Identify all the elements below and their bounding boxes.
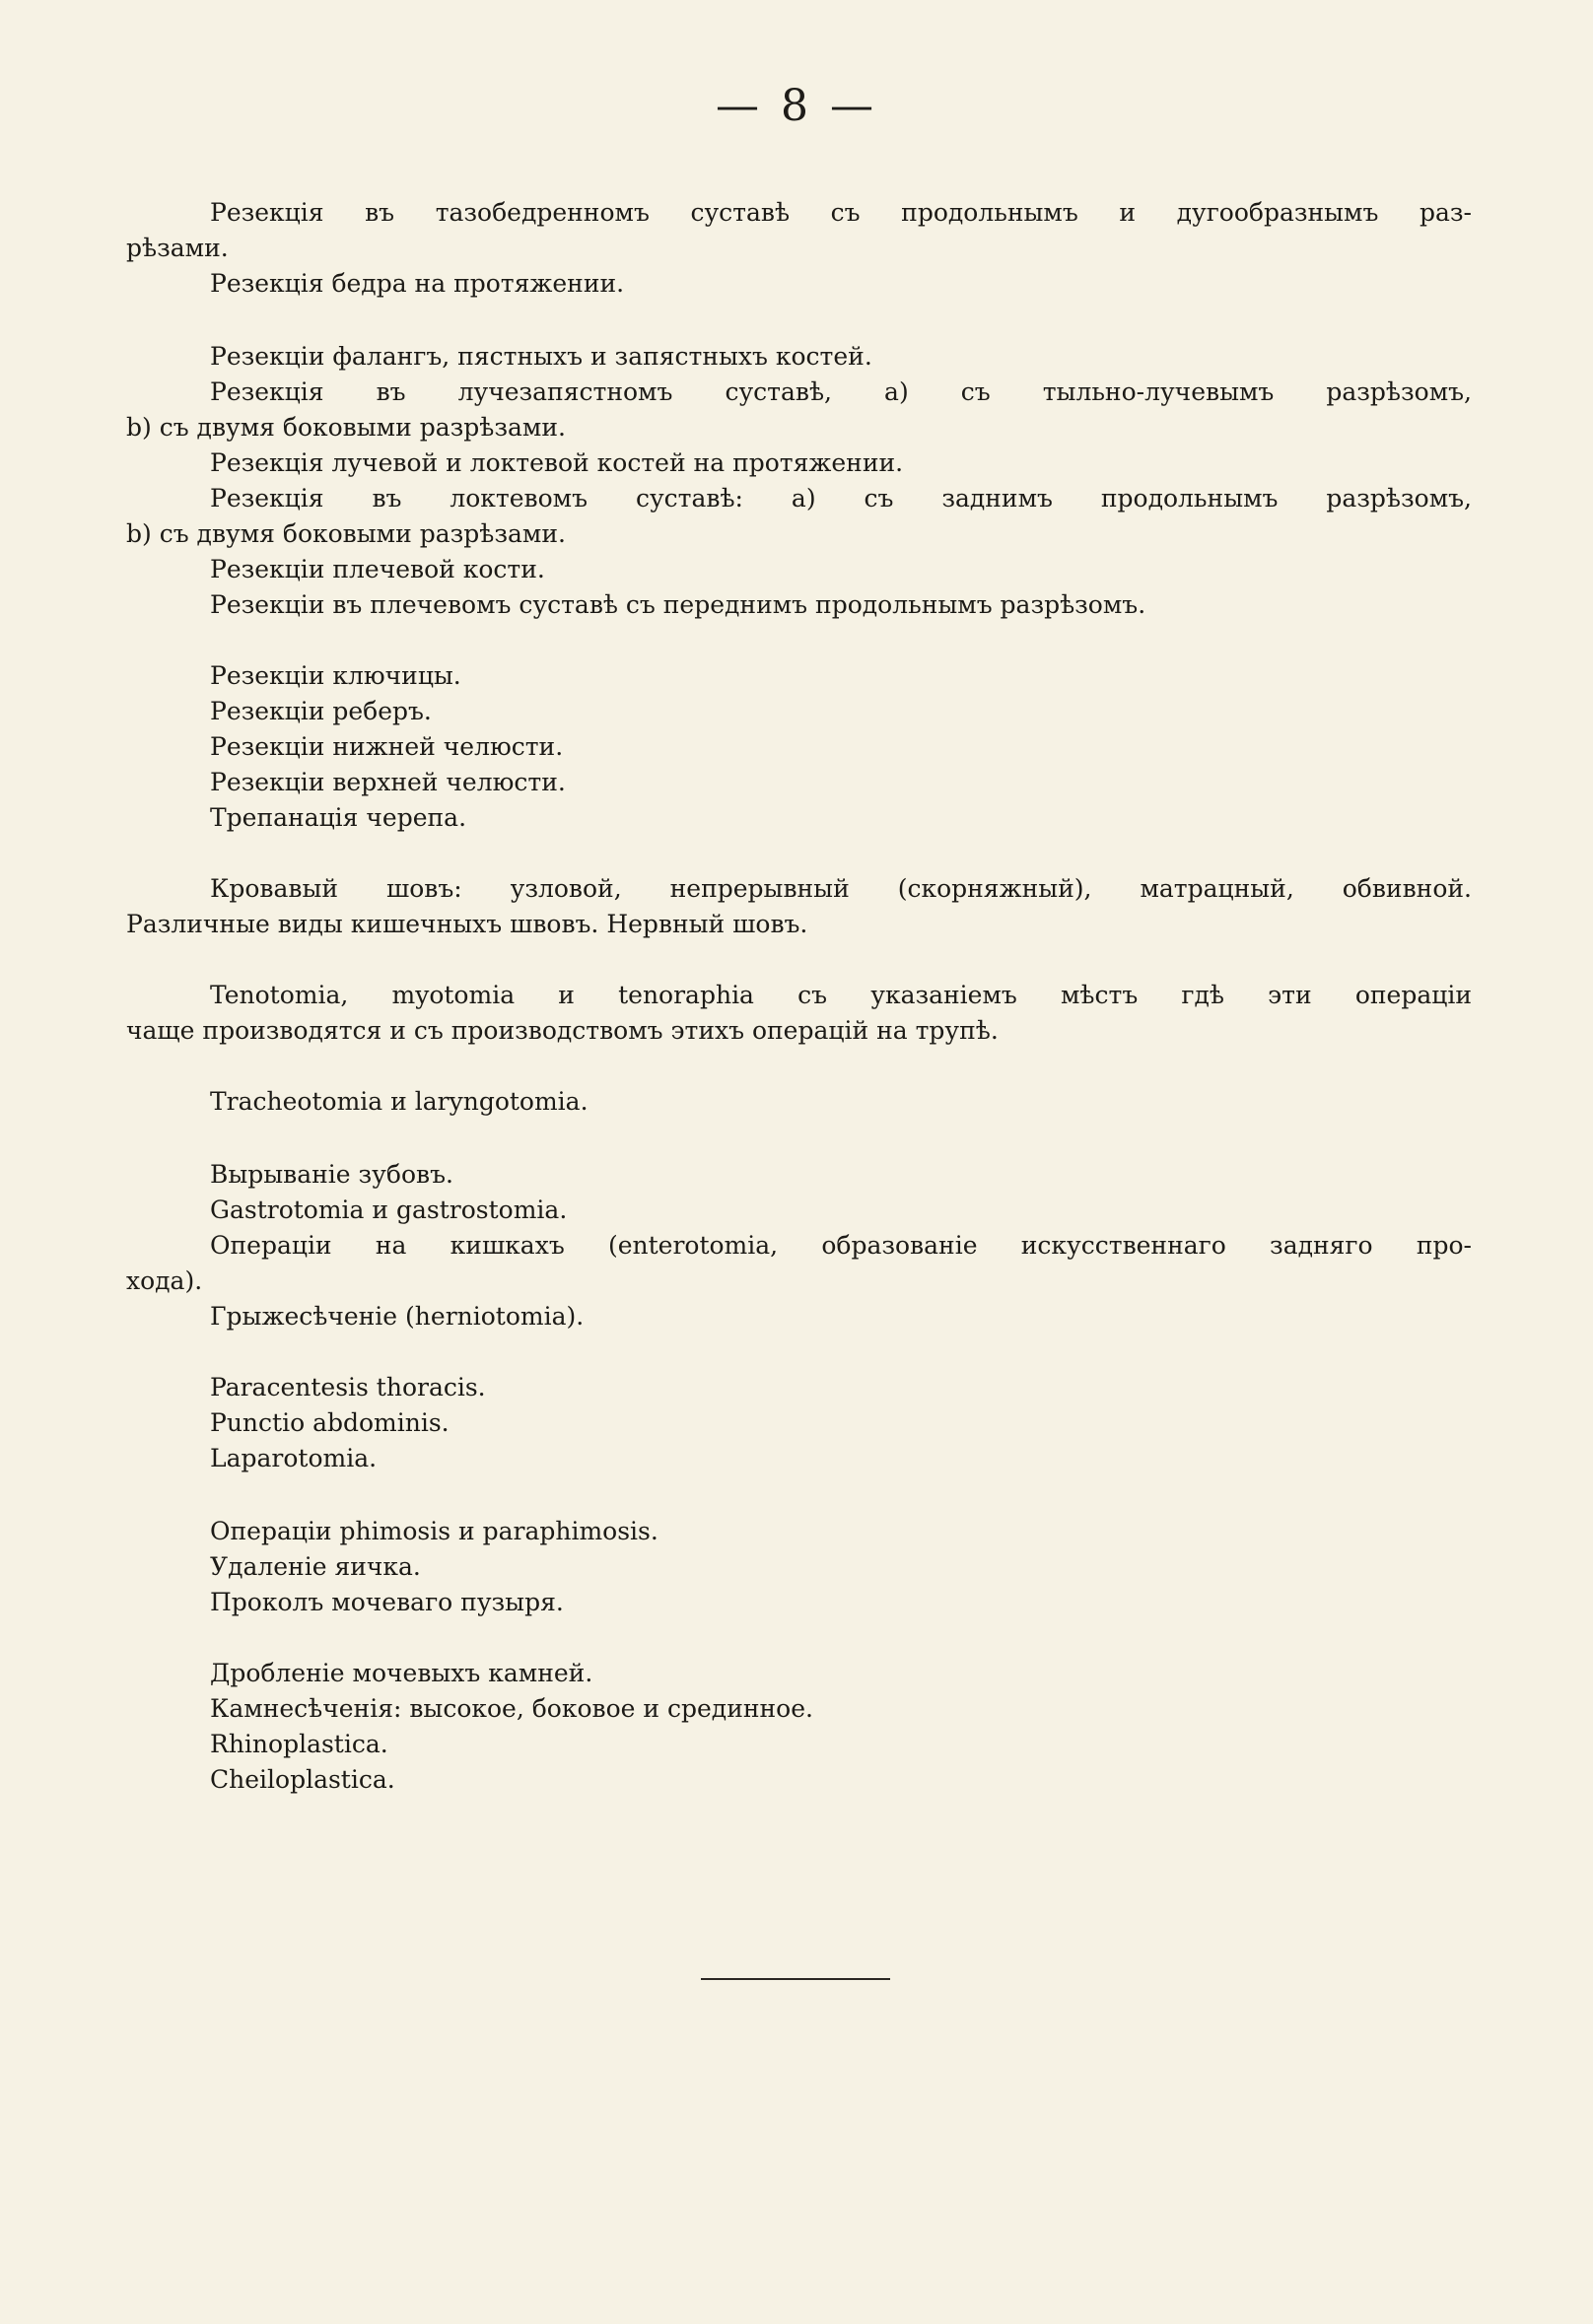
text-line: Резекція въ локтевомъ суставѣ: а) съ заднимъ продольнымъ разрѣзомъ, <box>210 484 1472 513</box>
text-section <box>126 339 1472 623</box>
paragraph-gap <box>126 623 1472 658</box>
text-line: b) съ двумя боковыми разрѣзами. <box>126 413 566 442</box>
text-section <box>126 195 1472 302</box>
paragraph-gap <box>126 302 1472 339</box>
text-line: Удаленіе яичка. <box>210 1552 421 1581</box>
text-section <box>126 1656 1472 1798</box>
text-line: Резекція въ тазобедренномъ суставѣ съ продольнымъ и дугообразнымъ раз- <box>210 198 1472 227</box>
text-section <box>126 1157 1472 1334</box>
text-section <box>126 1514 1472 1620</box>
text-section <box>126 1370 1472 1476</box>
text-line: хода). <box>126 1266 203 1295</box>
paragraph-gap <box>126 836 1472 871</box>
text-line: Tenotomia, myotomia и tenoraphia съ указаніемъ мѣстъ гдѣ эти операціи <box>210 981 1472 1009</box>
text-line: Дробленіе мочевыхъ камней. <box>210 1659 593 1687</box>
paragraph-gap <box>126 1334 1472 1370</box>
section-divider-rule <box>701 1978 890 1980</box>
text-line: чаще производятся и съ производствомъ этихъ операцій на трупѣ. <box>126 1016 999 1045</box>
text-line: Резекціи ключицы. <box>210 661 461 690</box>
text-line: Резекція въ лучезапястномъ суставѣ, а) съ тыльно-лучевымъ разрѣзомъ, <box>210 377 1472 406</box>
text-line: Кровавый шовъ: узловой, непрерывный (скорняжный), матрацный, обвивной. <box>210 874 1472 903</box>
text-line: Операціи на кишкахъ (enterotomia, образованіе искусственнаго задняго про- <box>210 1231 1472 1260</box>
text-line: Резекціи въ плечевомъ суставѣ съ переднимъ продольнымъ разрѣзомъ. <box>210 590 1146 619</box>
text-line: Rhinoplastica. <box>210 1730 388 1758</box>
paragraph-gap <box>126 942 1472 978</box>
page-number: — 8 — <box>716 81 877 131</box>
body-text <box>126 195 1472 1798</box>
text-section <box>126 658 1472 836</box>
text-section <box>126 1084 1472 1120</box>
text-line: Резекціи реберъ. <box>210 697 432 725</box>
text-line: Резекціи фалангъ, пястныхъ и запястныхъ костей. <box>210 342 872 371</box>
paragraph-gap <box>126 1620 1472 1656</box>
paragraph-gap <box>126 1120 1472 1157</box>
text-line: рѣзами. <box>126 234 229 262</box>
paragraph-gap <box>126 1476 1472 1514</box>
text-line: Различные виды кишечныхъ швовъ. Нервный шовъ. <box>126 910 808 938</box>
text-line: Резекціи нижней челюсти. <box>210 732 564 761</box>
text-line: Резекціи плечевой кости. <box>210 555 545 583</box>
text-line: Резекція лучевой и локтевой костей на протяжении. <box>210 448 904 477</box>
paragraph-gap <box>126 1049 1472 1084</box>
text-line: Paracentesis thoracis. <box>210 1373 486 1401</box>
text-line: Резекція бедра на протяжении. <box>210 269 625 298</box>
text-section <box>126 978 1472 1049</box>
text-section <box>126 871 1472 942</box>
text-line: Tracheotomia и laryngotomia. <box>210 1087 589 1116</box>
text-line: Вырываніе зубовъ. <box>210 1160 453 1189</box>
text-line: Проколъ мочеваго пузыря. <box>210 1588 564 1616</box>
text-line: Laparotomia. <box>210 1444 378 1472</box>
text-line: Gastrotomia и gastrostomia. <box>210 1196 568 1224</box>
text-line: Трепанація черепа. <box>210 803 467 832</box>
text-line: Резекціи верхней челюсти. <box>210 768 566 796</box>
text-line: Операціи phimosis и paraphimosis. <box>210 1517 658 1545</box>
text-line: Cheiloplastica. <box>210 1765 395 1794</box>
text-line: Грыжесѣченіе (herniotomia). <box>210 1302 585 1331</box>
text-line: Камнесѣченія: высокое, боковое и срединное. <box>210 1694 813 1723</box>
text-line: b) съ двумя боковыми разрѣзами. <box>126 519 566 548</box>
text-line: Punctio abdominis. <box>210 1408 450 1437</box>
